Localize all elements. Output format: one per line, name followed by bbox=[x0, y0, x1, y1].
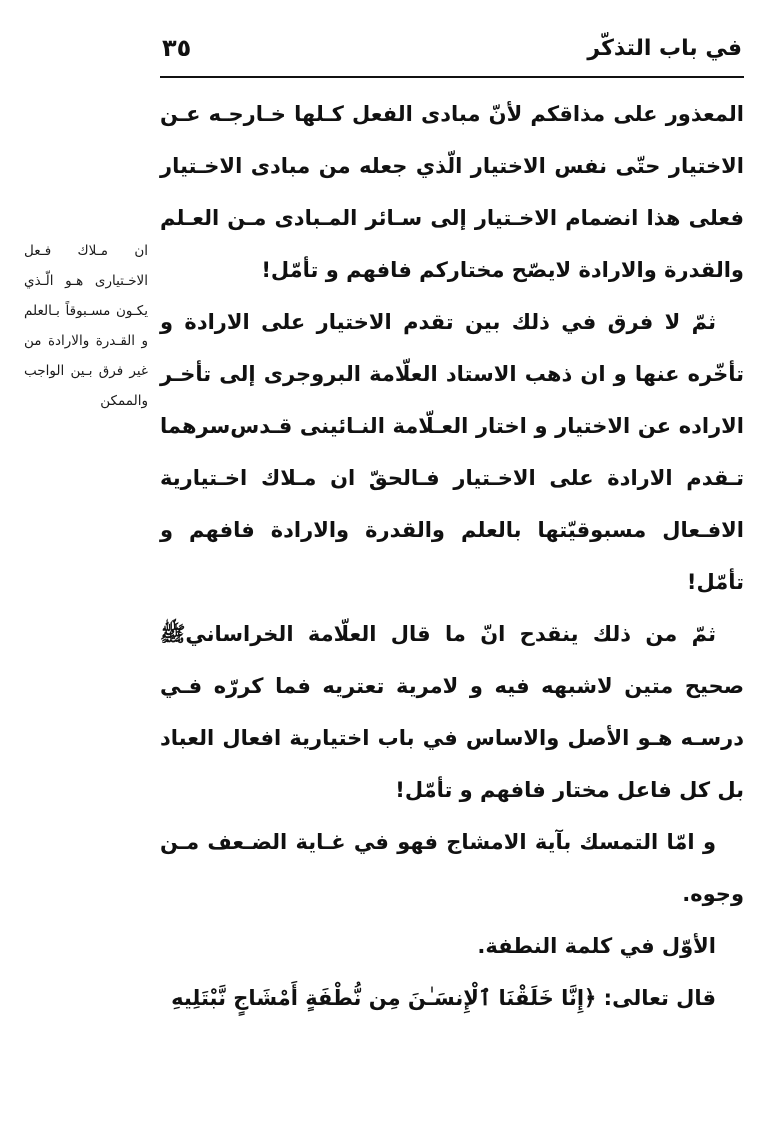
page-number: ٣٥ bbox=[162, 34, 192, 62]
paragraph-5: الأوّل في كلمة النطفة. bbox=[477, 934, 716, 958]
paragraph-1: المعذور على مذاقكم لأنّ مبادى الفعل كـلها خـارجـه عـن الاختيار حتّى نفس الاختيار الّذي جعله من مبادى الاخـتيار فعلى هذا انضمام الاخـتيار إلى سـائر المـبادى مـن العـلم والقدرة والارادة لايصّح مختاركم فافهم و تأمّل! bbox=[160, 102, 744, 282]
quran-verse: ﴿إِنَّا خَلَقْنَا ٱلْإِنسَـٰنَ مِن نُّطْفَةٍ أَمْشَاجٍ نَّبْتَلِيهِ bbox=[171, 986, 597, 1010]
paragraph-3: ثمّ من ذلك ينقدح انّ ما قال العلّامة الخراساني‌ﷺ صحيح متين لاشبهه فيه و لامرية تعتريه فما كررّه فـي درسـه هـو الأصل والاساس في باب اختيارية افعال العباد بل كل فاعل مختار فافهم و تأمّل! bbox=[160, 622, 744, 802]
quote-intro: قال تعالى: bbox=[596, 986, 716, 1010]
paragraph-6 bbox=[160, 972, 744, 1024]
running-head-title: في باب التذكّر bbox=[587, 36, 742, 61]
header-divider bbox=[160, 76, 744, 78]
paragraph-2: ثمّ لا فرق في ذلك بين تقدم الاختيار على الارادة و تأخّره عنها و ان ذهب الاستاد العلّامة البروجرى إلى تأخـر الاراده عن الاختيار و اختار العـلّامة النـائينى قـدس‌سرهما تـقدم الارادة على الاخـتيار فـالحقّ ان مـلاك اخـتيارية الافـعال مسبوقيّتها بالعلم والقدرة والارادة فافهم و تأمّل! bbox=[160, 310, 744, 594]
main-body-text bbox=[160, 88, 744, 1024]
paragraph-4: و امّا التمسك بآية الامشاج فهو في غـاية الضـعف مـن وجوه. bbox=[160, 830, 744, 906]
margin-note: ان مـلاك فـعل الاخـتياری هـو الّـذي يكـون مسـبوقاً بـالعلم و القـدرة والارادة من غير فرق بـين الواجب والممكن bbox=[24, 243, 148, 409]
